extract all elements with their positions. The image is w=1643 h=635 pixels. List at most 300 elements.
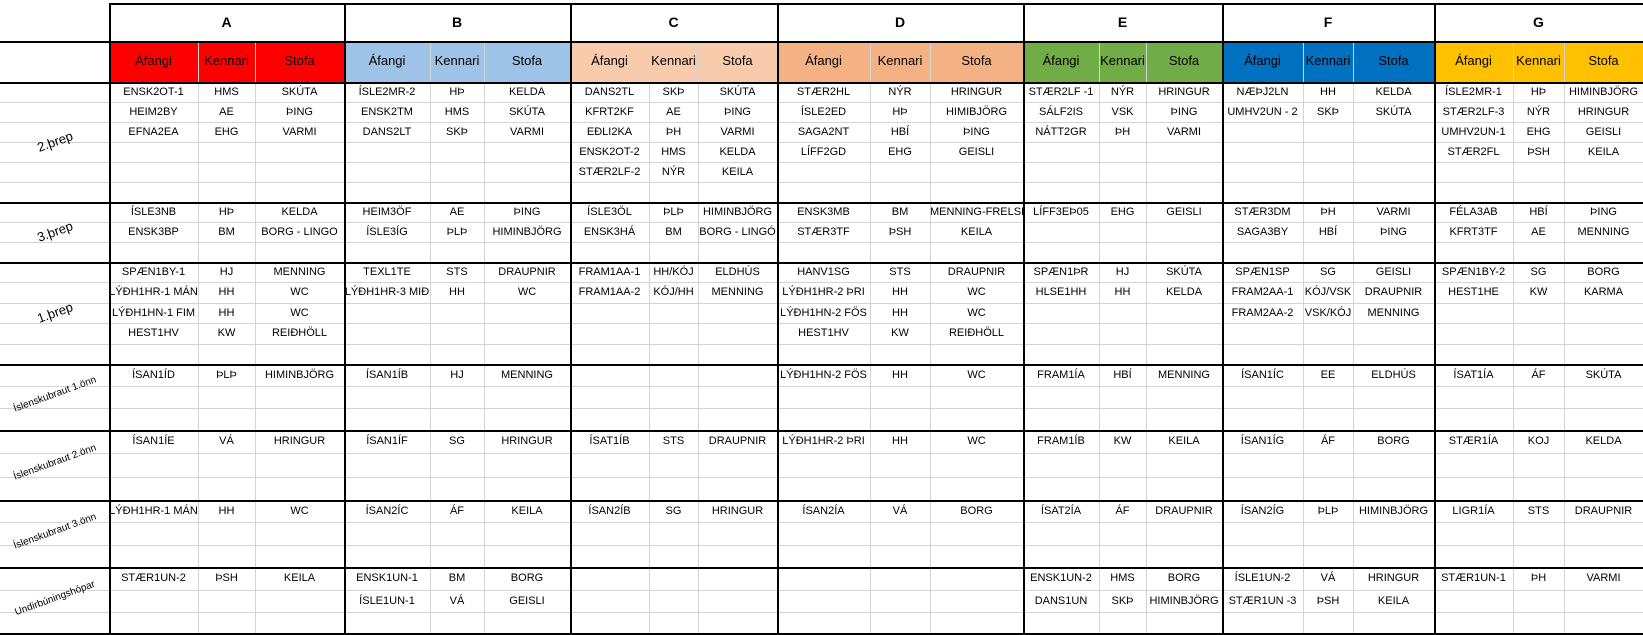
room-cell: DRAUPNIR bbox=[947, 266, 1006, 278]
teacher-cell: HMS bbox=[214, 86, 239, 98]
teacher-cell: HBÍ bbox=[1529, 206, 1548, 218]
room-cell: DRAUPNIR bbox=[498, 266, 556, 278]
teacher-cell: HH bbox=[218, 307, 235, 319]
teacher-cell: HH bbox=[892, 435, 908, 447]
teacher-cell: SKÞ bbox=[662, 86, 685, 98]
room-cell: BORG bbox=[510, 572, 544, 584]
group-label: B bbox=[451, 14, 463, 30]
course-cell: TEXL1TE bbox=[363, 266, 411, 278]
teacher-cell: SG bbox=[449, 435, 465, 447]
course-cell: STÆR2LF-2 bbox=[578, 166, 641, 178]
teacher-cell: HJ bbox=[219, 266, 234, 278]
room-cell: KEILA bbox=[1168, 435, 1200, 447]
grid-line bbox=[0, 162, 1643, 163]
teacher-cell: EHG bbox=[214, 126, 239, 138]
course-cell: STÆR2HL bbox=[796, 86, 851, 98]
room-cell: WC bbox=[290, 286, 309, 298]
room-cell: SKÚTA bbox=[1375, 106, 1412, 118]
teacher-cell: BM bbox=[891, 206, 909, 218]
room-cell: ELDHÚS bbox=[1371, 369, 1416, 381]
course-cell: ÍSAN2ÍB bbox=[588, 505, 631, 517]
room-cell: ÞING bbox=[1380, 226, 1407, 238]
course-cell: STÆR1ÍA bbox=[1448, 435, 1499, 447]
room-cell: HIMINBJÖRG bbox=[702, 206, 773, 218]
room-cell: GEISLI bbox=[958, 146, 995, 158]
teacher-cell: HMS bbox=[444, 106, 470, 118]
room-cell: ÞING bbox=[286, 106, 313, 118]
room-cell: GEISLI bbox=[1585, 126, 1622, 138]
room-cell: WC bbox=[967, 369, 986, 381]
grid-line bbox=[1303, 41, 1304, 635]
teacher-cell: SKÞ bbox=[1111, 595, 1134, 607]
column-header-teacher: Kennari bbox=[651, 53, 696, 68]
course-cell: LÝÐH1HN-1 FIM bbox=[111, 307, 196, 319]
teacher-cell: BM bbox=[448, 572, 466, 584]
teacher-cell: ÞLÞ bbox=[663, 206, 684, 218]
column-header-room: Stofa bbox=[961, 53, 992, 68]
group-label: F bbox=[1323, 14, 1333, 30]
course-cell: ENSK1UN-1 bbox=[356, 572, 418, 584]
room-cell: WC bbox=[517, 286, 537, 298]
course-cell: FRAM2AA-2 bbox=[1231, 307, 1294, 319]
course-cell: NÁTT2GR bbox=[1035, 126, 1087, 138]
room-cell: SKÚTA bbox=[281, 86, 318, 98]
room-cell: DRAUPNIR bbox=[708, 435, 767, 447]
grid-line bbox=[255, 41, 256, 635]
course-cell: KFRT2KF bbox=[585, 106, 634, 118]
teacher-cell: NÝR bbox=[1110, 86, 1135, 98]
course-cell: LÝÐH1HR-3 MIÐ bbox=[344, 286, 430, 298]
teacher-cell: ÞSH bbox=[888, 226, 912, 238]
course-cell: EÐLI2KA bbox=[586, 126, 633, 138]
room-cell: MENNING bbox=[273, 266, 326, 278]
room-cell: ÞING bbox=[1170, 106, 1198, 118]
course-cell: FRAM1ÍA bbox=[1037, 369, 1085, 381]
teacher-cell: VÁ bbox=[449, 595, 465, 607]
course-cell: ÍSAT1ÍA bbox=[1453, 369, 1494, 381]
course-cell: LÍFF2GD bbox=[800, 146, 847, 158]
room-cell: KELDA bbox=[719, 146, 756, 158]
teacher-cell: BM bbox=[218, 226, 235, 238]
teacher-cell: HH bbox=[892, 307, 908, 319]
room-cell: HRINGUR bbox=[1367, 572, 1420, 584]
grid-line bbox=[430, 41, 431, 635]
teacher-cell: HÞ bbox=[449, 86, 465, 98]
column-header-teacher: Kennari bbox=[1305, 53, 1351, 68]
course-cell: STÆR2LF -1 bbox=[1028, 86, 1094, 98]
course-cell: DANS1UN bbox=[1034, 595, 1088, 607]
room-cell: WC bbox=[967, 286, 986, 298]
row-label: Íslenskubraut 3.önn bbox=[11, 510, 98, 552]
grid-line bbox=[1099, 41, 1100, 635]
course-cell: DANS2LT bbox=[362, 126, 412, 138]
course-cell: FRAM1ÍB bbox=[1037, 435, 1085, 447]
room-cell: WC bbox=[967, 307, 986, 319]
teacher-cell: STS bbox=[662, 435, 685, 447]
teacher-cell: KÓJ/VSK bbox=[1304, 286, 1352, 298]
teacher-cell: HÞ bbox=[218, 206, 235, 218]
teacher-cell: ÞLÞ bbox=[216, 369, 237, 381]
column-header-course: Áfangi bbox=[135, 53, 172, 68]
column-header-room: Stofa bbox=[1168, 53, 1200, 68]
teacher-cell: ÞSH bbox=[215, 572, 238, 584]
course-cell: HEST1HV bbox=[798, 327, 849, 339]
row-label: 1.þrep bbox=[34, 299, 75, 326]
room-cell: MENNING bbox=[501, 369, 553, 381]
column-header-course: Áfangi bbox=[805, 53, 842, 68]
border-line bbox=[0, 364, 1643, 366]
grid-line bbox=[1564, 41, 1565, 635]
room-cell: REIÐHÖLL bbox=[271, 327, 328, 339]
column-header-teacher: Kennari bbox=[204, 53, 249, 68]
course-cell: ENSK2TM bbox=[361, 106, 413, 118]
teacher-cell: ÁF bbox=[1115, 505, 1130, 517]
grid-line bbox=[0, 386, 1643, 387]
course-cell: ÍSAN2ÍA bbox=[802, 505, 845, 517]
group-label: D bbox=[894, 14, 906, 30]
teacher-cell: HH bbox=[892, 369, 908, 381]
room-cell: HIMINBJÖRG bbox=[1149, 595, 1219, 607]
course-cell: ENSK3HÁ bbox=[583, 226, 636, 238]
column-header-course: Áfangi bbox=[1244, 53, 1281, 68]
teacher-cell: KW bbox=[1529, 286, 1548, 298]
border-line bbox=[777, 3, 779, 635]
room-cell: HRINGUR bbox=[273, 435, 326, 447]
course-cell: NÆÞJ2LN bbox=[1236, 86, 1289, 98]
teacher-cell: HH bbox=[218, 505, 235, 517]
teacher-cell: ÞLÞ bbox=[446, 226, 468, 238]
course-cell: EFNA2EA bbox=[128, 126, 179, 138]
course-cell: FRAM1AA-2 bbox=[578, 286, 641, 298]
room-cell: HRINGUR bbox=[1158, 86, 1210, 98]
grid-line bbox=[698, 41, 699, 635]
room-cell: KELDA bbox=[1585, 435, 1622, 447]
border-line bbox=[1023, 3, 1025, 635]
group-label: C bbox=[668, 14, 679, 30]
border-line bbox=[570, 3, 572, 635]
column-header-room: Stofa bbox=[1378, 53, 1409, 68]
teacher-cell: HJ bbox=[450, 369, 464, 381]
course-cell: HANV1SG bbox=[797, 266, 850, 278]
teacher-cell: KOJ bbox=[1527, 435, 1550, 447]
course-cell: UMHV2UN - 2 bbox=[1227, 106, 1298, 118]
teacher-cell: ÁF bbox=[1320, 435, 1336, 447]
border-line bbox=[344, 3, 346, 635]
course-cell: HEIM3ÖF bbox=[362, 206, 412, 218]
room-cell: SKÚTA bbox=[509, 106, 545, 118]
teacher-cell: EE bbox=[1320, 369, 1336, 381]
teacher-cell: ÁF bbox=[1531, 369, 1546, 381]
teacher-cell: HH bbox=[1320, 86, 1336, 98]
course-cell: HEST1HV bbox=[128, 327, 179, 339]
room-cell: HIMINBJÖRG bbox=[1568, 86, 1639, 98]
room-cell: GEISLI bbox=[1375, 266, 1412, 278]
teacher-cell: STS bbox=[889, 266, 911, 278]
room-cell: DRAUPNIR bbox=[1364, 286, 1423, 298]
teacher-cell: NÝR bbox=[1526, 106, 1551, 118]
room-cell: KELDA bbox=[1165, 286, 1203, 298]
room-cell: KEILA bbox=[960, 226, 993, 238]
room-cell: KEILA bbox=[511, 505, 543, 517]
teacher-cell: VÁ bbox=[1320, 572, 1336, 584]
course-cell: DANS2TL bbox=[584, 86, 635, 98]
course-cell: ÍSAN1ÍF bbox=[366, 435, 408, 447]
teacher-cell: ÞH bbox=[665, 126, 682, 138]
teacher-cell: EHG bbox=[1526, 126, 1551, 138]
teacher-cell: HBÍ bbox=[1318, 226, 1338, 238]
room-cell: HRINGUR bbox=[501, 435, 553, 447]
teacher-cell: HH bbox=[449, 286, 465, 298]
grid-line bbox=[0, 408, 1643, 409]
border-line bbox=[0, 41, 1643, 43]
course-cell: ÍSLE3ÖL bbox=[587, 206, 632, 218]
room-cell: VARMI bbox=[282, 126, 317, 138]
column-header-room: Stofa bbox=[1588, 53, 1619, 68]
course-cell: SÁLF2IS bbox=[1038, 106, 1084, 118]
room-cell: GEISLI bbox=[1166, 206, 1202, 218]
room-cell: HRINGUR bbox=[711, 505, 764, 517]
course-cell: SPÆN1SP bbox=[1235, 266, 1290, 278]
teacher-cell: EHG bbox=[1110, 206, 1135, 218]
teacher-cell: STS bbox=[446, 266, 468, 278]
row-label: Íslenskubraut 2.önn bbox=[11, 442, 98, 483]
teacher-cell: SG bbox=[1530, 266, 1547, 278]
grid-line bbox=[198, 41, 199, 635]
border-line bbox=[1222, 3, 1224, 635]
course-cell: UMHV2UN-1 bbox=[1441, 126, 1506, 138]
border-line bbox=[0, 262, 1643, 264]
column-header-course: Áfangi bbox=[368, 53, 406, 68]
course-cell: ENSK1UN-2 bbox=[1030, 572, 1092, 584]
room-cell: ÞING bbox=[1590, 206, 1617, 218]
teacher-cell: HMS bbox=[661, 146, 686, 158]
teacher-cell: SKÞ bbox=[1316, 106, 1339, 118]
room-cell: BORG - LINGÓ bbox=[699, 226, 776, 238]
row-label: 2.þrep bbox=[34, 128, 75, 155]
grid-line bbox=[0, 453, 1643, 454]
grid-line bbox=[0, 590, 1643, 591]
column-header-room: Stofa bbox=[722, 53, 753, 68]
teacher-cell: HMS bbox=[1110, 572, 1135, 584]
teacher-cell: AE bbox=[1531, 226, 1546, 238]
course-cell: SPÆN1BY-1 bbox=[121, 266, 186, 278]
course-cell: FÉLA3AB bbox=[1449, 206, 1498, 218]
room-cell: SKÚTA bbox=[719, 86, 756, 98]
course-cell: LÍFF3EÞ05 bbox=[1033, 206, 1089, 218]
course-cell: STÆR1UN-1 bbox=[1441, 572, 1506, 584]
teacher-cell: ÞH bbox=[1114, 126, 1131, 138]
grid-line bbox=[0, 182, 1643, 183]
course-cell: LÝÐH1HN-2 FÖS bbox=[780, 307, 867, 319]
teacher-cell: ÞSH bbox=[1316, 595, 1340, 607]
grid-line bbox=[1353, 41, 1354, 635]
grid-line bbox=[484, 41, 485, 635]
column-header-teacher: Kennari bbox=[1516, 53, 1561, 68]
column-header-course: Áfangi bbox=[1455, 53, 1492, 68]
grid-line bbox=[0, 344, 1643, 345]
course-cell: ENSK3MB bbox=[797, 206, 850, 218]
teacher-cell: HBÍ bbox=[890, 126, 910, 138]
course-cell: HEIM2BY bbox=[129, 106, 178, 118]
teacher-cell: ÞLÞ bbox=[1317, 505, 1339, 517]
teacher-cell: NÝR bbox=[661, 166, 686, 178]
teacher-cell: NÝR bbox=[888, 86, 912, 98]
column-header-course: Áfangi bbox=[591, 53, 628, 68]
room-cell: WC bbox=[290, 505, 309, 517]
course-cell: ÍSAN2ÍC bbox=[365, 505, 409, 517]
grid-line bbox=[1146, 41, 1147, 635]
course-cell: ÍSLE1UN-1 bbox=[359, 595, 415, 607]
room-cell: HIMINBJÖRG bbox=[1358, 505, 1429, 517]
room-cell: BORG bbox=[1167, 572, 1201, 584]
course-cell: ÍSLE2MR-2 bbox=[358, 86, 416, 98]
teacher-cell: BM bbox=[665, 226, 682, 238]
teacher-cell: ÞH bbox=[1530, 572, 1547, 584]
column-header-teacher: Kennari bbox=[1100, 53, 1145, 68]
course-cell: ÍSAN1ÍD bbox=[132, 369, 175, 381]
group-label: E bbox=[1117, 14, 1128, 30]
teacher-cell: VÁ bbox=[219, 435, 234, 447]
course-cell: STÆR1UN-2 bbox=[121, 572, 186, 584]
teacher-cell: KW bbox=[217, 327, 236, 339]
room-cell: BORG bbox=[960, 505, 993, 517]
border-line bbox=[0, 82, 1643, 84]
teacher-cell: KW bbox=[1113, 435, 1132, 447]
grid-line bbox=[930, 41, 931, 635]
teacher-cell: VSK/KÓJ bbox=[1304, 307, 1352, 319]
border-line bbox=[0, 500, 1643, 502]
row-label: Undirbúningshópar bbox=[12, 578, 97, 619]
course-cell: ÍSAT1ÍB bbox=[589, 435, 630, 447]
teacher-cell: HH bbox=[1114, 286, 1131, 298]
course-cell: ÍSAN1ÍB bbox=[365, 369, 409, 381]
room-cell: MENNING bbox=[711, 286, 764, 298]
course-cell: STÆR1UN -3 bbox=[1228, 595, 1297, 607]
course-cell: SPÆN1BY-2 bbox=[1441, 266, 1506, 278]
course-cell: ÍSLE1UN-2 bbox=[1234, 572, 1291, 584]
course-cell: HLSE1HH bbox=[1035, 286, 1087, 298]
room-cell: VARMI bbox=[509, 126, 545, 138]
room-cell: MENNING-FRELSI bbox=[930, 206, 1025, 218]
room-cell: WC bbox=[967, 435, 986, 447]
teacher-cell: AE bbox=[219, 106, 234, 118]
course-cell: ENSK3BP bbox=[128, 226, 179, 238]
room-cell: DRAUPNIR bbox=[1574, 505, 1633, 517]
course-cell: ÍSLE2MR-1 bbox=[1445, 86, 1502, 98]
room-cell: KEILA bbox=[721, 166, 754, 178]
grid-line bbox=[1513, 41, 1514, 635]
course-cell: ÍSAN1ÍG bbox=[1240, 435, 1285, 447]
room-cell: MENNING bbox=[1158, 369, 1210, 381]
room-cell: REIÐHÖLL bbox=[948, 327, 1005, 339]
room-cell: VARMI bbox=[1586, 572, 1621, 584]
room-cell: BORG - LINGO bbox=[261, 226, 338, 238]
course-cell: STÆR2LF-3 bbox=[1442, 106, 1505, 118]
room-cell: BORG bbox=[1587, 266, 1620, 278]
course-cell: LIGR1ÍA bbox=[1452, 505, 1495, 517]
teacher-cell: HÞ bbox=[1530, 86, 1547, 98]
course-cell: LÝÐH1HR-2 ÞRI bbox=[782, 435, 865, 447]
teacher-cell: HÞ bbox=[892, 106, 908, 118]
teacher-cell: ÁF bbox=[449, 505, 465, 517]
row-label: Íslenskubraut 1.önn bbox=[11, 374, 98, 415]
room-cell: KARMA bbox=[1583, 286, 1624, 298]
border-line bbox=[0, 430, 1643, 432]
grid-line bbox=[0, 242, 1643, 243]
group-label: A bbox=[221, 14, 232, 30]
column-header-teacher: Kennari bbox=[877, 53, 923, 68]
teacher-cell: SG bbox=[1320, 266, 1336, 278]
border-line bbox=[109, 3, 111, 635]
room-cell: VARMI bbox=[1376, 206, 1411, 218]
room-cell: MENNING bbox=[1367, 307, 1420, 319]
column-header-room: Stofa bbox=[511, 53, 543, 68]
room-cell: KELDA bbox=[1375, 86, 1412, 98]
teacher-cell: SKÞ bbox=[445, 126, 468, 138]
course-cell: ÍSAT2ÍA bbox=[1040, 505, 1082, 517]
room-cell: VARMI bbox=[720, 126, 755, 138]
room-cell: GEISLI bbox=[509, 595, 545, 607]
border-line bbox=[0, 567, 1643, 569]
row-label: 3.þrep bbox=[34, 218, 75, 245]
column-header-teacher: Kennari bbox=[434, 53, 480, 68]
room-cell: HRINGUR bbox=[950, 86, 1003, 98]
room-cell: ELDHÚS bbox=[715, 266, 760, 278]
room-cell: ÞING bbox=[963, 126, 990, 138]
teacher-cell: HH/KÓJ bbox=[653, 266, 694, 278]
course-cell: SPÆN1ÞR bbox=[1033, 266, 1089, 278]
border-line bbox=[0, 202, 1643, 204]
room-cell: MENNING bbox=[1577, 226, 1630, 238]
grid-line bbox=[0, 545, 1643, 546]
teacher-cell: HH bbox=[218, 286, 235, 298]
grid-line bbox=[870, 41, 871, 635]
border-line bbox=[1434, 3, 1436, 635]
course-cell: STÆR2FL bbox=[1447, 146, 1500, 158]
teacher-cell: VSK bbox=[1111, 106, 1134, 118]
course-cell: LÝÐH1HR-2 ÞRI bbox=[782, 286, 865, 298]
room-cell: KEILA bbox=[1377, 595, 1410, 607]
course-cell: ÍSAN1ÍC bbox=[1241, 369, 1284, 381]
group-label: G bbox=[1533, 14, 1544, 30]
room-cell: ÞING bbox=[513, 206, 541, 218]
room-cell: KELDA bbox=[508, 86, 546, 98]
room-cell: WC bbox=[290, 307, 309, 319]
course-cell: ENSK2OT-1 bbox=[123, 86, 184, 98]
grid-line bbox=[0, 522, 1643, 523]
room-cell: BORG bbox=[1377, 435, 1410, 447]
course-cell: LÝÐH1HR-1 MÁN bbox=[109, 286, 198, 298]
course-cell: ÍSAN2ÍG bbox=[1240, 505, 1285, 517]
teacher-cell: HH bbox=[892, 286, 908, 298]
teacher-cell: HJ bbox=[1115, 266, 1130, 278]
teacher-cell: STS bbox=[1527, 505, 1550, 517]
course-cell: STÆR3DM bbox=[1234, 206, 1291, 218]
course-cell: ÍSLE3NB bbox=[130, 206, 177, 218]
column-header-room: Stofa bbox=[284, 53, 315, 68]
grid-line bbox=[649, 41, 650, 635]
course-cell: FRAM2AA-1 bbox=[1231, 286, 1294, 298]
room-cell: KEILA bbox=[1587, 146, 1620, 158]
room-cell: ÞING bbox=[724, 106, 751, 118]
room-cell: HIMINBJÖRG bbox=[264, 369, 335, 381]
teacher-cell: KÓJ/HH bbox=[653, 286, 694, 298]
course-cell: KFRT3TF bbox=[1449, 226, 1498, 238]
course-cell: LÝÐH1HN-2 FÖS bbox=[780, 369, 867, 381]
course-cell: ÍSAN1ÍE bbox=[132, 435, 175, 447]
teacher-cell: ÞSH bbox=[1527, 146, 1550, 158]
course-cell: ÍSLE2ED bbox=[800, 106, 847, 118]
